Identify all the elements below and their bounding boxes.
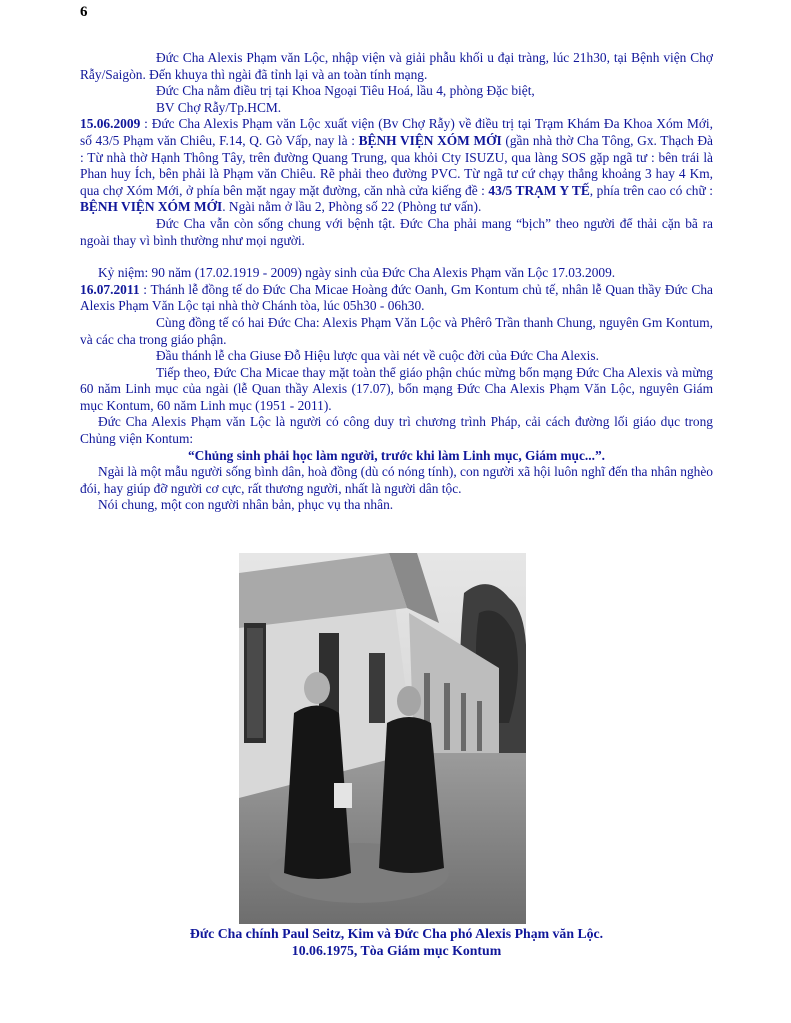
date-label: 16.07.2011 [80,281,140,297]
page-number: 6 [80,4,88,20]
paragraph-congratulations: Tiếp theo, Đức Cha Micae thay mặt toàn thể giáo phận chúc mừng bổn mạng Đức Cha Alexis và mừng 60 năm Linh mục của ngài (lễ Quan thầy Alexis (17.07), bổn mạng Đức Cha Alexis Phạm Văn Lộc, nguyên Giám mục Kontum, 60 năm Linh mục (1951 - 2011). [80,364,713,413]
paragraph-discharge: 15.06.2009 : Đức Cha Alexis Phạm văn Lộc xuất viện (Bv Chợ Rẫy) về điều trị tại Trạm Khám Đa Khoa Xóm Mới, số 43/5 Phạm văn Chiêu, F.14, Q. Gò Vấp, nay là : BỆNH VIỆN XÓM MỚI (gần nhà thờ Cha Tông, Gx. Thạch Đà : Từ nhà thờ Hạnh Thông Tây, trên đường Quang Trung, qua khỏi Cty ISUZU, qua làng SOS gặp ngã tư : bên trái là Phan huy Ích, bên phải là Phạm văn Chiêu. Rẽ phải theo đường PVC. Từ ngã tư cứ chạy thẳng khoảng 3 hay 4 Km, qua chợ Xóm Mới, ở phía bên mặt ngay mặt đường, căn nhà cửa kiếng đề : 43/5 TRẠM Y TẾ, phía trên cao có chữ : BỆNH VIỆN XÓM MỚI. Ngài nằm ở lầu 2, Phòng số 22 (Phòng tư vấn). [80,116,714,215]
paragraph-hospital-name: BV Chợ Rẫy/Tp.HCM. [156,99,282,115]
photo-caption [80,925,713,959]
paragraph-illness: Đức Cha vẫn còn sống chung với bệnh tật. Đức Cha phải mang “bịch” theo người để thải cặn bã ra ngoài thay vì bình thường như mọi người. [80,215,713,248]
caption-line-1: Đức Cha chính Paul Seitz, Kim và Đức Cha phó Alexis Phạm văn Lộc. [189,926,604,941]
paragraph-summary: Nói chung, một con người nhân bản, phục vụ tha nhân. [98,497,394,513]
paragraph-mass: 16.07.2011 : Thánh lễ đồng tế do Đức Cha Micae Hoàng đức Oanh, Gm Kontum chủ tế, nhân lễ Quan thầy Đức Cha Alexis Phạm Văn Lộc tại nhà thờ Chánh tòa, lúc 05h30 - 06h30. [80,281,713,314]
paragraph-anniversary: Kỷ niệm: 90 năm (17.02.1919 - 2009) ngày sinh của Đức Cha Alexis Phạm văn Lộc 17.03.2009. [98,265,616,281]
paragraph-education: Đức Cha Alexis Phạm văn Lộc là người có công duy trì chương trình Pháp, cải cách đường lối giáo dục trong Chủng viện Kontum: [80,414,713,447]
photo-illustration [239,553,526,924]
paragraph-concelebrants: Cùng đồng tế có hai Đức Cha: Alexis Phạm Văn Lộc và Phêrô Trần thanh Chung, nguyên Gm Kontum, và các cha trong giáo phận. [80,314,713,347]
paragraph-homily: Đầu thánh lễ cha Giuse Đỗ Hiệu lược qua vài nét về cuộc đời của Đức Cha Alexis. [156,348,599,364]
historical-photo [239,553,526,924]
paragraph-hospital: Đức Cha Alexis Phạm văn Lộc, nhập viện và giải phẫu khối u đại tràng, lúc 21h30, tại Bệnh viện Chợ Rẫy/Saigòn. Đến khuya thì ngài đã tỉnh lại và an toàn tính mạng. [80,50,713,82]
date-label: 15.06.2009 [80,116,141,132]
document-body [80,50,713,514]
paragraph-character: Ngài là một mẫu người sống bình dân, hoà đồng (dù có nóng tính), con người xã hội luôn nghĩ đến tha nhân nghèo đói, hay giúp đỡ người cơ cực, rất thương người, nhất là người dân tộc. [80,464,713,496]
paragraph-quote: “Chủng sinh phải học làm người, trước khi làm Linh mục, Giám mục...”. [187,447,606,463]
caption-line-2: 10.06.1975, Tòa Giám mục Kontum [291,943,502,958]
paragraph-treatment: Đức Cha nằm điều trị tại Khoa Ngoại Tiêu Hoá, lầu 4, phòng Đặc biệt, [156,83,535,99]
